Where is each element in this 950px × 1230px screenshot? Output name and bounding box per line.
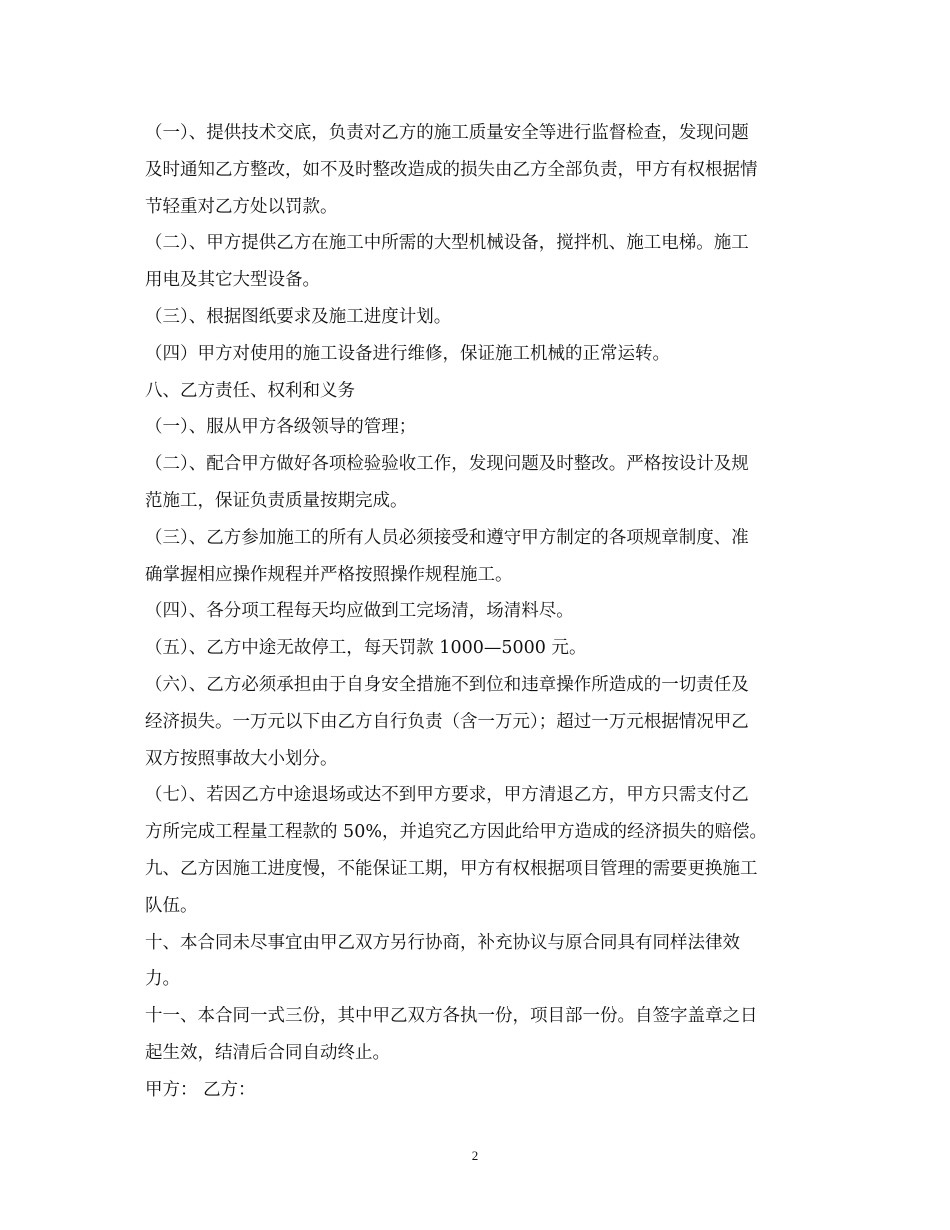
section-heading: 十、本合同未尽事宜由甲乙双方另行协商，补充协议与原合同具有同样法律效 (145, 932, 740, 953)
text-line: 经济损失。一万元以下由乙方自行负责（含一万元）；超过一万元根据情况甲乙 (145, 711, 749, 732)
text-line: （六）、乙方必须承担由于自身安全措施不到位和违章操作所造成的一切责任及 (145, 674, 749, 695)
text-line: （一）、提供技术交底，负责对乙方的施工质量安全等进行监督检查，发现问题 (145, 123, 749, 143)
text-line: （三）、根据图纸要求及施工进度计划。 (145, 306, 452, 327)
text-line: （七）、若因乙方中途退场或达不到甲方要求，甲方清退乙方，甲方只需支付乙 (145, 785, 749, 806)
page-number: 2 (471, 1148, 479, 1163)
text-line: 节轻重对乙方处以罚款。 (145, 196, 338, 217)
text-line: 方所完成工程量工程款的 50%，并追究乙方因此给甲方造成的经济损失的赔偿。 (145, 822, 767, 843)
text-line: 队伍。 (145, 895, 198, 916)
document-body (145, 115, 805, 1109)
text-line: （三）、乙方参加施工的所有人员必须接受和遵守甲方制定的各项规章制度、准 (145, 527, 749, 548)
text-line: 起生效，结清后合同自动终止。 (145, 1042, 390, 1063)
text-line: 范施工，保证负责质量按期完成。 (145, 490, 408, 511)
section-heading: 八、乙方责任、权利和义务 (145, 380, 355, 401)
text-line: （二）、甲方提供乙方在施工中所需的大型机械设备，搅拌机、施工电梯。施工 (145, 233, 749, 254)
text-line: （四）、各分项工程每天均应做到工完场清，场清料尽。 (145, 601, 574, 622)
section-heading: 九、乙方因施工进度慢，不能保证工期，甲方有权根据项目管理的需要更换施工 (145, 858, 758, 879)
text-line: （二）、配合甲方做好各项检验验收工作，发现问题及时整改。严格按设计及规 (145, 454, 749, 475)
text-line: 双方按照事故大小划分。 (145, 748, 338, 769)
text-line: （五）、乙方中途无故停工，每天罚款 1000—5000 元。 (145, 638, 587, 659)
text-line: 确掌握相应操作规程并严格按照操作规程施工。 (145, 564, 513, 585)
signature-line: 甲方： 乙方： (145, 1079, 256, 1100)
section-heading: 十一、本合同一式三份，其中甲乙双方各执一份，项目部一份。自签字盖章之日 (145, 1006, 758, 1027)
text-line: （一）、服从甲方各级领导的管理； (145, 417, 417, 438)
text-line: 用电及其它大型设备。 (145, 270, 320, 291)
text-line: （四）甲方对使用的施工设备进行维修，保证施工机械的正常运转。 (145, 343, 670, 364)
text-line: 及时通知乙方整改，如不及时整改造成的损失由乙方全部负责，甲方有权根据情 (145, 159, 758, 180)
text-line: 力。 (145, 969, 180, 990)
